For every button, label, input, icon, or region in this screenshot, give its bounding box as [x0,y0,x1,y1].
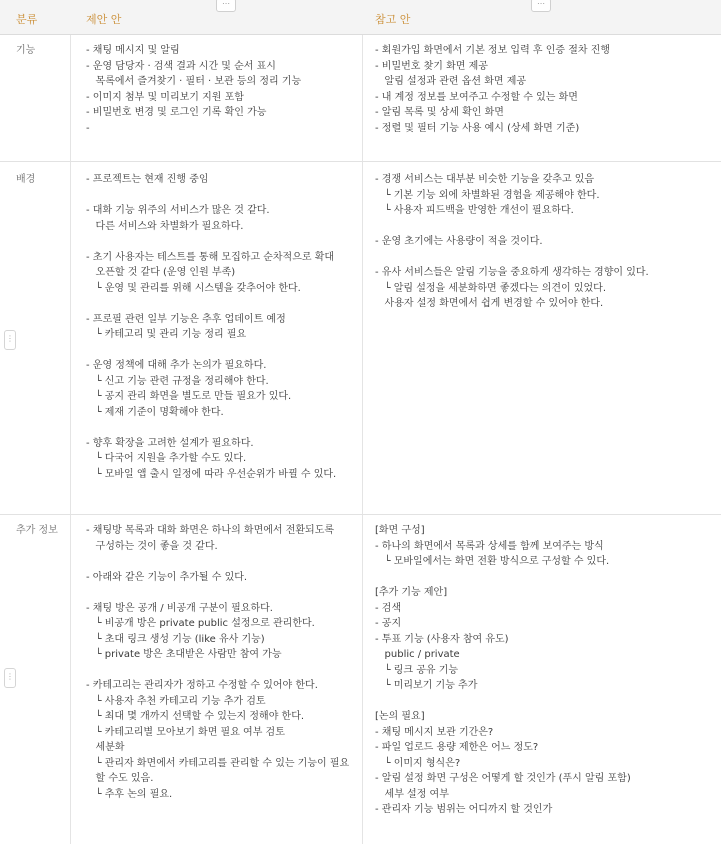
row-category: 추가 정보 [16,525,58,536]
table-row [0,162,721,515]
table-row [0,515,721,844]
row-drag-handle-icon[interactable]: ⋮ [4,668,16,688]
row-category: 기능 [16,45,36,56]
column-resize-handle-icon[interactable]: ⋯ [216,0,236,12]
row-reference-text: - 회원가입 화면에서 기본 정보 입력 후 인증 절차 진행 - 비밀번호 찾기 화면 제공 알림 설정과 관련 옵션 화면 제공 - 내 계정 정보를 보여주고 수정할 수 있는 화면 - 알림 목록 및 상세 확인 화면 - 정렬 및 필터 기능 사용 예시 (상세 화면 기준) [375,45,611,134]
row-category: 배경 [16,174,36,185]
row-proposal-text: - 프로젝트는 현재 진행 중임 - 대화 기능 위주의 서비스가 많은 것 같다. 다른 서비스와 차별화가 필요하다. - 초기 사용자는 테스트를 통해 모집하고 순차적으로 확대 오픈할 것 같다 (운영 인원 부족) └ 운영 및 관리를 위해 시스템을 갖추어야 한다. - 프로필 관련 일부 기능은 추후 업데이트 예정 └ 카테고리 및 관리 기능 정리 필요 - 운영 정책에 대해 추가 논의가 필요하다. └ 신고 기능 관련 규정을 정리해야 한다. └ 공지 관리 화면을 별도로 만들 필요가 있다. └ 제재 기준이 명확해야 한다. - 향후 확장을 고려한 설계가 필요하다. └ 다국어 지원을 추가할 수도 있다. └ 모바일 앱 출시 일정에 따라 우선순위가 바뀔 수 있다. [86,174,337,480]
row-reference-text: [화면 구성] - 하나의 화면에서 목록과 상세를 함께 보여주는 방식 └ 모바일에서는 화면 전환 방식으로 구성할 수 있다. [추가 기능 제안] - 검색 - 공지 - 투표 기능 (사용자 참여 유도) public / private └ 링크 공유 기능 └ 미리보기 기능 추가 [논의 필요] - 채팅 메시지 보관 기간은? - 파일 업로드 용량 제한은 어느 정도? └ 이미지 형식은? - 알림 설정 화면 구성은 어떻게 할 것인가 (푸시 알림 포함) 세부 설정 여부 - 관리자 기능 범위는 어디까지 할 것인가 [375,525,631,815]
header-reference: 참고 안 [375,13,411,26]
table-header [0,0,721,35]
header-proposal: 제안 안 [86,13,122,26]
row-drag-handle-icon[interactable]: ⋮ [4,330,16,350]
column-resize-handle-icon[interactable]: ⋯ [531,0,551,12]
row-reference-text: - 경쟁 서비스는 대부분 비슷한 기능을 갖추고 있음 └ 기본 기능 외에 차별화된 경험을 제공해야 한다. └ 사용자 피드백을 반영한 개선이 필요하다. - 운영 초기에는 사용량이 적을 것이다. - 유사 서비스들은 알림 기능을 중요하게 생각하는 경향이 있다. └ 알림 설정을 세분화하면 좋겠다는 의견이 있었다. 사용자 설정 화면에서 쉽게 변경할 수 있어야 한다. [375,174,649,309]
row-proposal-text: - 채팅방 목록과 대화 화면은 하나의 화면에서 전환되도록 구성하는 것이 좋을 것 같다. - 아래와 같은 기능이 추가될 수 있다. - 채팅 방은 공개 / 비공개 구분이 필요하다. └ 비공개 방은 private public 설정으로 관리한다. └ 초대 링크 생성 기능 (like 유사 기능) └ private 방은 초대받은 사람만 참여 가능 - 카테고리는 관리자가 정하고 수정할 수 있어야 한다. └ 사용자 추천 카테고리 기능 추가 검토 └ 최대 몇 개까지 선택할 수 있는지 정해야 한다. └ 카테고리별 모아보기 화면 필요 여부 검토 세분화 └ 관리자 화면에서 카테고리를 관리할 수 있는 기능이 필요 할 수도 있음. └ 추후 논의 필요. [86,525,350,800]
header-category: 분류 [16,13,38,26]
table-row [0,35,721,162]
row-proposal-text: - 채팅 메시지 및 알림 - 운영 담당자 · 검색 결과 시간 및 순서 표시 목록에서 즐겨찾기 · 필터 · 보관 등의 정리 기능 - 이미지 첨부 및 미리보기 지원 포함 - 비밀번호 변경 및 로그인 기록 확인 가능 - [86,45,302,134]
